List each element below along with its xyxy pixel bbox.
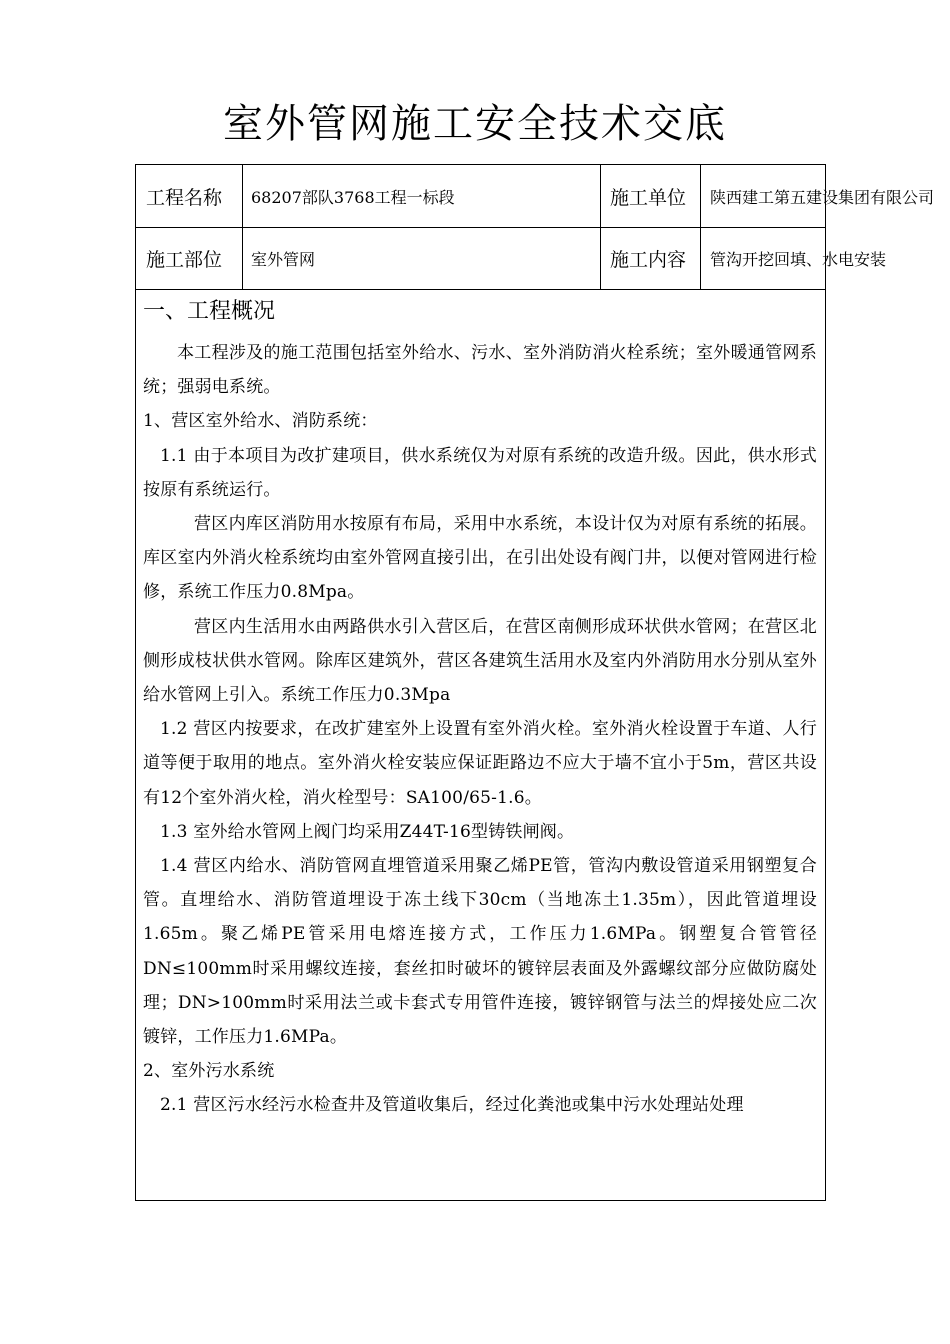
subsection-heading: 1、营区室外给水、消防系统： [143,411,378,432]
construction-content-label: 施工内容 [601,228,701,289]
info-row-1 [136,165,935,228]
paragraph: 1.4 营区内给水、消防管网直埋管道采用聚乙烯PE管，管沟内敷设管道采用钢塑复合管。直埋给水、消防管道埋设于冻土线下30cm（当地冻土1.35m），因此管道埋设1.65m。聚乙烯PE管采用电熔连接方式，工作压力1.6MPa。钢塑复合管管径DN≤100mm时采用螺纹连接，套丝扣时破坏的镀锌层表面及外露螺纹部分应做防腐处理；DN>100mm时采用法兰或卡套式专用管件连接，镀锌钢管与法兰的焊接处应二次镀锌，工作压力1.6MPa。 [143,856,817,1048]
paragraph: 营区内生活用水由两路供水引入营区后，在营区南侧形成环状供水管网；在营区北侧形成枝状供水管网。除库区建筑外，营区各建筑生活用水及室内外消防用水分别从室外给水管网上引入。系统工作压力0.3Mpa [143,616,817,706]
disclosure-table [135,164,935,1201]
paragraph: 营区内库区消防用水按原有布局，采用中水系统，本设计仅为对原有系统的拓展。库区室内外消火栓系统均由室外管网直接引出，在引出处设有阀门井，以便对管网进行检修，系统工作压力0.8Mpa。 [143,514,817,603]
project-name-value: 68207部队3768工程一标段 [243,165,601,227]
info-row-2 [136,228,887,290]
paragraph: 2.1 营区污水经污水检查井及管道收集后，经过化粪池或集中污水处理站处理 [160,1095,744,1116]
paragraph: 1.2 营区内按要求，在改扩建室外上设置有室外消火栓。室外消火栓设置于车道、人行道等便于取用的地点。室外消火栓安装应保证距路边不应大于墙不宜小于5m，营区共设有12个室外消火栓，消火栓型号：SA100/65-1.6。 [143,719,817,808]
document-title: 室外管网施工安全技术交底 [223,101,727,147]
paragraph: 1.1 由于本项目为改扩建项目，供水系统仅为对原有系统的改造升级。因此，供水形式按原有系统运行。 [143,445,817,500]
project-name-label: 工程名称 [136,165,243,227]
section-heading: 一、工程概况 [143,299,276,324]
construction-unit-value: 陕西建工第五建设集团有限公司 [710,187,935,207]
construction-unit-label: 施工单位 [601,165,701,227]
paragraph: 本工程涉及的施工范围包括室外给水、污水、室外消防消火栓系统；室外暖通管网系统；强弱电系统。 [143,343,817,398]
subsection-heading: 2、室外污水系统 [143,1061,275,1082]
construction-part-value: 室外管网 [243,228,601,289]
construction-content-value: 管沟开挖回填、水电安装 [710,250,887,269]
overview-section [136,290,825,1202]
construction-part-label: 施工部位 [136,228,243,289]
paragraph: 1.3 室外给水管网上阀门均采用Z44T-16型铸铁闸阀。 [160,821,575,842]
